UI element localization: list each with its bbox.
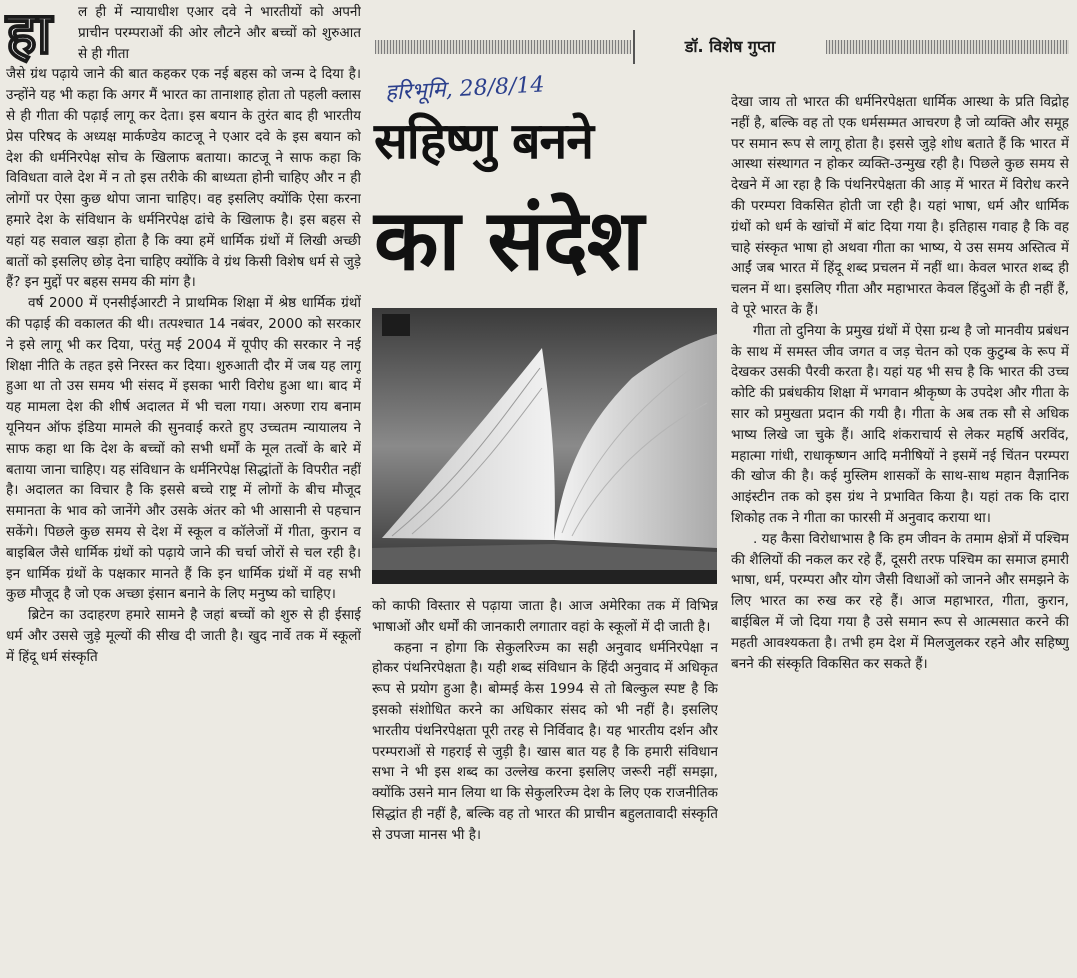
open-book-photo-icon xyxy=(372,308,717,584)
paragraph-3: ब्रिटेन का उदाहरण हमारे सामने है जहां बच्चों को शुरु से ही ईसाई धर्म और उससे जुड़े मूल्यों की सीख दी जाती है। खुद नार्वे तक में स्कूलों में हिंदू धर्म संस्कृति xyxy=(6,607,361,665)
author-byline: डॉ. विशेष गुप्ता xyxy=(633,30,825,64)
headline-line-2: का संदेश xyxy=(374,191,644,289)
article-column-1 xyxy=(6,2,361,974)
paragraph-4: को काफी विस्तार से पढ़ाया जाता है। आज अमेरिका तक में विभिन्न भाषाओं और धर्मों की जानकारी लगातार वहां के स्कूलों में दी जाती है। xyxy=(372,598,718,635)
headline-line-1: सहिष्णु बनने xyxy=(374,112,594,170)
paragraph-2: वर्ष 2000 में एनसीईआरटी ने प्राथमिक शिक्षा में श्रेष्ठ धार्मिक ग्रंथों की पढ़ाई की वकालत की थी। तत्पश्चात 14 नबंवर, 2000 को सरकार ने इसे लागू भी कर दिया, परंतु मई 2004 में यूपीए की सरकार ने नई शिक्षा नीति के तहत इसे निरस्त कर दिया। शुरुआती दौर में जब यह लागू हुआ था तो उस समय भी संसद में इसका भारी विरोध हुआ था। बाद में यह मामला देश की शीर्ष अदालत में भी चला गया। अरुणा राय बनाम यूनियन ऑफ इंडिया मामले की सुनवाई करते हुए उच्चतम न्यायालय ने साफ कहा था कि देश के बच्चों को सभी धर्मों के मूल तत्वों के बारे में बताया जाना चाहिए। यह संविधान के धर्मनिरपेक्ष सिद्धांतों के विपरीत नहीं है। अदालत का विचार है कि इससे बच्चे राष्ट्र में लोगों के बीच मौजूद समानता के भाव को जानेंगे और उसके अंतर को भी आसानी से पहचान सकेंगे। पिछले कुछ समय से देश में स्कूल व कॉलेजों में गीता, कुरान व बाइबिल जैसे धार्मिक ग्रंथों को पढ़ाये जाने की चर्चा जोरों से चल रही है। इन धार्मिक ग्रंथों के पक्षकार मानते हैं कि इन धार्मिक ग्रंथों में वह सभी कुछ मौजूद है जो एक अच्छा इंसान बनाने के लिए मनुष्य को चाहिए। xyxy=(6,295,361,603)
paragraph-5: कहना न होगा कि सेकुलरिज्म का सही अनुवाद धर्मनिरपेक्षा न होकर पंथनिरपेक्षता है। यही शब्द संविधान के हिंदी अनुवाद में अधिकृत रूप से प्रयोग हुआ है। बोम्मई केस 1994 से तो बिल्कुल स्पष्ट है कि इसको संशोधित करने का अधिकार संसद को भी नहीं है। इसलिए भारतीय पंथनिरपेक्षता पूरी तरह से निर्विवाद है। यह भारतीय दर्शन और परम्पराओं से गहराई से जुड़ी है। खास बात यह है कि हमारी संविधान सभा ने भी इस शब्द का उल्लेख करना इसलिए जरूरी नहीं समझा, क्योंकि उसने मान लिया था कि सेकुलरिज्म देश के लिए एक राजनीतिक सिद्धांत ही नहीं है, बल्कि वह तो भारत की प्राचीन बहुलतावादी संस्कृति से उपजा मानस भी है। xyxy=(372,639,718,843)
paragraph-1-lead: ल ही में न्यायाधीश एआर दवे ने भारतीयों को अपनी प्राचीन परम्पराओं की ओर लौटने और बच्चों को शुरुआत से ही गीता xyxy=(78,4,361,62)
paragraph-1-rest: जैसे ग्रंथ पढ़ाये जाने की बात कहकर एक नई बहस को जन्म दे दिया है। उन्होंने यह भी कहा कि अगर मैं भारत का तानाशाह होता तो पहली क्लास से ही गीता की पढ़ाई लागू कर देता। इस बयान के तुरंत बाद ही भारतीय प्रेस परिषद के अध्यक्ष मार्कण्डेय काटजू ने एआर दवे के इस बयान को देश की धर्मनिरपेक्ष सोच के खिलाफ बताया। काटजू ने साफ कहा कि विविधता वाले देश में न तो इस तरीके की बाध्यता होनी चाहिए और न ही लोगों पर ऐसा कुछ थोपा जाना चाहिए। वह इसलिए क्योंकि ऐसा करना हमारे देश के संविधान के धर्मनिरपेक्ष ढांचे के खिलाफ है। इस बहस से यहां यह सवाल खड़ा होता है कि क्या हमें धार्मिक ग्रंथों में लिखी अच्छी बातों को इसलिए छोड़ देना चाहिए क्योंकि वे ग्रंथ किसी विशेष धर्म से जुड़े हैं? इन मुद्दों पर बहस समय की मांग है। xyxy=(6,66,361,291)
handwritten-source-note: हरिभूमि, 28/8/14 xyxy=(384,72,546,106)
article-column-2 xyxy=(372,596,718,974)
paragraph-7: गीता तो दुनिया के प्रमुख ग्रंथों में ऐसा ग्रन्थ है जो मानवीय प्रबंधन के साथ में समस्त जीव जगत व जड़ चेतन को एक कुटुम्ब के रूप में देखकर उसकी पैरवी करता है। यहां यह भी सच है कि भारत की उच्च कोटि की प्रबंधकीय शिक्षा में भगवान श्रीकृष्ण के उपदेश और गीता के सार को प्रमुखता प्रदान की गयी है। गीता के अब तक सौ से अधिक भाष्य लिखे जा चुके हैं। आदि शंकराचार्य से लेकर महर्षि अरविंद, महात्मा गांधी, राधाकृष्णन आदि मनीषियों ने इसमें नई चिंतन परम्परा की खोज की है। कई मुस्लिम शासकों के साथ-साथ महान वैज्ञानिक आइंस्टीन तक को इस ग्रंथ ने प्रभावित किया है। यहां तक कि दारा शिकोह तक ने गीता का फारसी में अनुवाद कराया था। xyxy=(731,322,1069,526)
article-column-3 xyxy=(731,92,1069,974)
open-book-photo xyxy=(372,308,717,584)
byline-rule-left xyxy=(375,40,631,54)
paragraph-8: . यह कैसा विरोधाभास है कि हम जीवन के तमाम क्षेत्रों में पश्चिम की शैलियों की नकल कर रहे हैं, दूसरी तरफ पश्चिम का समाज हमारी भाषा, धर्म, परम्परा और योग जैसी विधाओं को जानने और समझने के लिए भारत का रुख कर रहे हैं। आज महाभारत, गीता, कुरान, बाईबिल में जो दिया गया है उसे समान रूप से आत्मसात करने की महती आवश्यकता है। तभी हम देश में मिलजुलकर रहने और सहिष्णु बनने की संस्कृति विकसित कर सकते हैं। xyxy=(731,530,1069,672)
paragraph-6: देखा जाय तो भारत की धर्मनिरपेक्षता धार्मिक आस्था के प्रति विद्रोह नहीं है, बल्कि वह तो एक धर्मसम्मत आचरण है जो व्यक्ति और समूह पर समान रूप से लागू होता है। इससे जुड़े शोध बताते हैं कि भारत में आस्था संस्थागत न होकर व्यक्ति-उन्मुख रही है। पिछले कुछ समय से देखने में आ रहा है कि पंथनिरपेक्षता की आड़ में भारत में विरोध करने की परम्परा विकसित होती जा रही है। यहां भाषा, धर्म और धार्मिक ग्रंथों को धर्म के खांचों में बांट दिया गया है। इतिहास गवाह है कि वह चाहे संस्कृत भाषा हो अथवा गीता का भाष्य, ये उस समय अस्तित्व में आईं जब भारत में हिंदू शब्द प्रचलन में नहीं था। केवल भारत शब्द ही चलन में था। इसलिए गीता और महाभारत केवल हिंदुओं के ही नहीं हैं, वे पूरे भारत के हैं। xyxy=(731,94,1069,318)
dropcap-letter: हा xyxy=(6,0,52,67)
byline-rule-right xyxy=(826,40,1069,54)
paragraph-1 xyxy=(6,2,361,293)
